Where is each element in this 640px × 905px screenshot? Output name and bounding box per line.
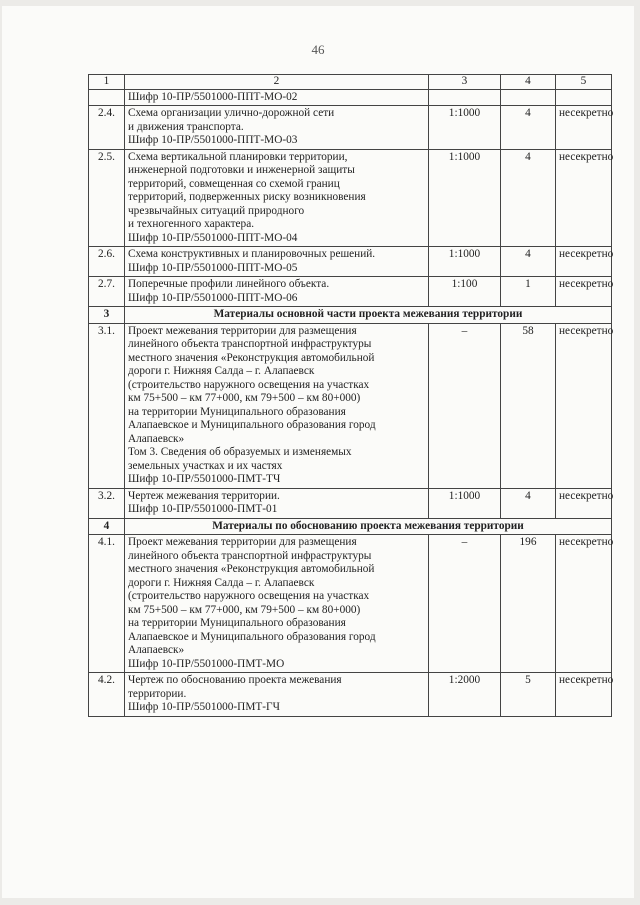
section-number: 3 [89,307,125,324]
item-description: Схема вертикальной планировки территории, инженерной подготовки и инженерной защиты территорий, совмещенная со схемой границ территорий, подверженных риску возникновения чрезвычайных ситуаций природного и техногенного характера. Шифр 10-ПР/5501000-ППТ-МО-04 [125,149,429,247]
header-cell: 1 [89,75,125,90]
section-number: 4 [89,518,125,535]
item-description: Чертеж межевания территории. Шифр 10-ПР/5501000-ПМТ-01 [125,488,429,518]
item-sheet-count: 4 [501,149,556,247]
item-sheet-count [501,89,556,106]
item-number: 3.1. [89,323,125,488]
item-number: 3.2. [89,488,125,518]
item-scale: 1:1000 [429,106,501,150]
item-scale: 1:2000 [429,673,501,717]
item-number: 2.7. [89,277,125,307]
item-sheet-count: 58 [501,323,556,488]
item-description: Чертеж по обоснованию проекта межевания территории. Шифр 10-ПР/5501000-ПМТ-ГЧ [125,673,429,717]
item-sheet-count: 1 [501,277,556,307]
documents-table [88,74,612,717]
page-number: 46 [311,42,325,57]
table-row [89,247,612,277]
item-scale: 1:1000 [429,488,501,518]
item-secrecy: несекретно [556,149,612,247]
item-sheet-count: 5 [501,673,556,717]
item-description: Шифр 10-ПР/5501000-ППТ-МО-02 [125,89,429,106]
item-secrecy: несекретно [556,535,612,673]
table-row [89,106,612,150]
table-row [89,277,612,307]
item-sheet-count: 4 [501,488,556,518]
table-row [89,323,612,488]
table-row [89,488,612,518]
item-description: Проект межевания территории для размещения линейного объекта транспортной инфраструктуры местного значения «Реконструкция автомобильной дороги г. Нижняя Салда – г. Алапаевск (строительство наружного освещения на участках км 75+500 – км 77+000, км 79+500 – км 80+000) на территории Муниципального образования Алапаевское и Муниципального образования город Алапаевск» Том 3. Сведения об образуемых и изменяемых земельных участках и их частях Шифр 10-ПР/5501000-ПМТ-ТЧ [125,323,429,488]
item-scale: 1:1000 [429,149,501,247]
item-description: Проект межевания территории для размещения линейного объекта транспортной инфраструктуры местного значения «Реконструкция автомобильной дороги г. Нижняя Салда – г. Алапаевск (строительство наружного освещения на участках км 75+500 – км 77+000, км 79+500 – км 80+000) на территории Муниципального образования Алапаевское и Муниципального образования город Алапаевск» Шифр 10-ПР/5501000-ПМТ-МО [125,535,429,673]
item-scale: 1:100 [429,277,501,307]
table-row [89,673,612,717]
item-number: 2.4. [89,106,125,150]
item-sheet-count: 196 [501,535,556,673]
item-number [89,89,125,106]
item-secrecy: несекретно [556,673,612,717]
item-secrecy: несекретно [556,106,612,150]
item-description: Схема организации улично-дорожной сети и движения транспорта. Шифр 10-ПР/5501000-ППТ-МО-03 [125,106,429,150]
item-number: 4.2. [89,673,125,717]
item-description: Поперечные профили линейного объекта. Шифр 10-ПР/5501000-ППТ-МО-06 [125,277,429,307]
header-cell: 4 [501,75,556,90]
table-header-row [89,75,612,90]
item-secrecy: несекретно [556,277,612,307]
header-cell: 5 [556,75,612,90]
section-row [89,307,612,324]
header-cell: 2 [125,75,429,90]
section-row [89,518,612,535]
section-title: Материалы основной части проекта межевания территории [125,307,612,324]
item-number: 4.1. [89,535,125,673]
table-row [89,89,612,106]
header-cell: 3 [429,75,501,90]
item-scale: 1:1000 [429,247,501,277]
item-sheet-count: 4 [501,247,556,277]
item-secrecy [556,89,612,106]
table-row [89,535,612,673]
item-sheet-count: 4 [501,106,556,150]
item-number: 2.6. [89,247,125,277]
item-secrecy: несекретно [556,323,612,488]
item-scale: – [429,535,501,673]
item-number: 2.5. [89,149,125,247]
section-title: Материалы по обоснованию проекта межевания территории [125,518,612,535]
table-row [89,149,612,247]
document-page [2,6,634,898]
item-secrecy: несекретно [556,488,612,518]
item-scale [429,89,501,106]
item-secrecy: несекретно [556,247,612,277]
item-scale: – [429,323,501,488]
item-description: Схема конструктивных и планировочных решений. Шифр 10-ПР/5501000-ППТ-МО-05 [125,247,429,277]
